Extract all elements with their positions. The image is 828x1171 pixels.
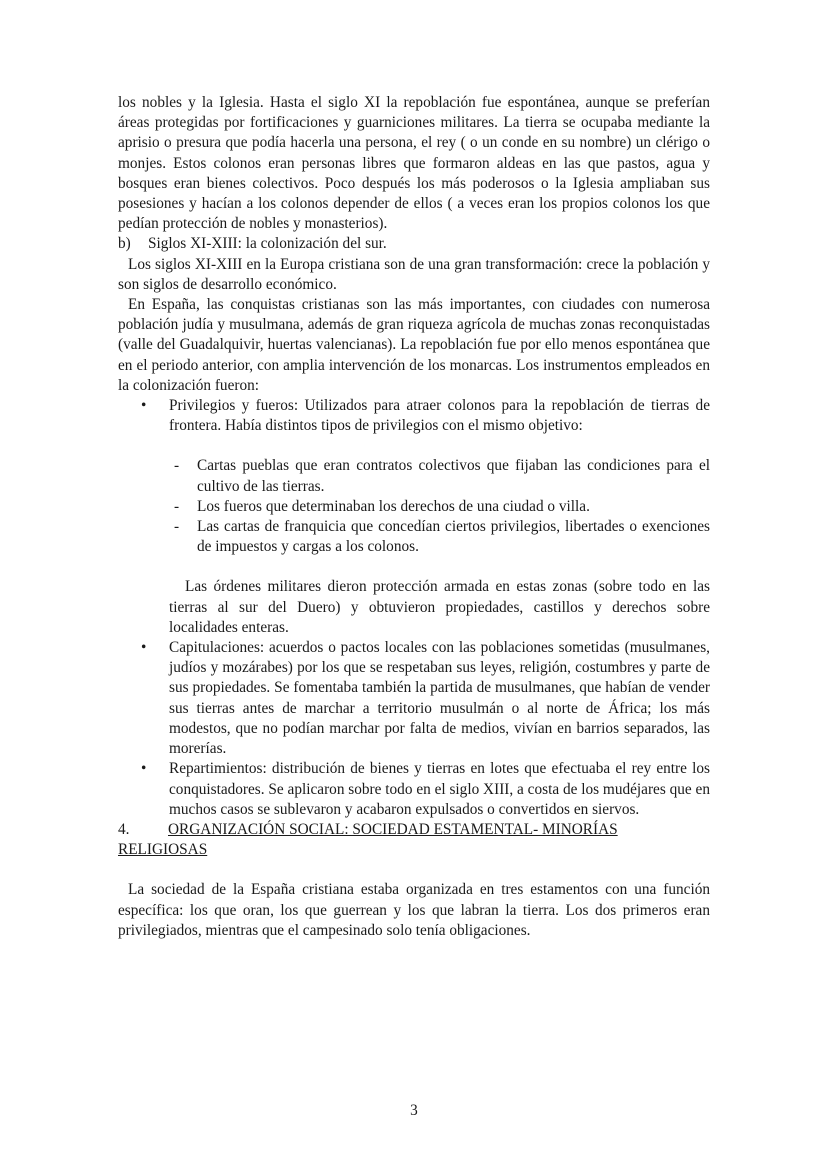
sublist-item-text: Las cartas de franquicia que concedían ciertos privilegios, libertades o exenciones de impuestos y cargas a los colonos. [197,518,710,556]
privileges-sublist [118,456,710,557]
list-item [118,638,710,759]
sublist-item [118,497,710,517]
sublist-item [118,517,710,557]
intro-paragraph: los nobles y la Iglesia. Hasta el siglo XI la repoblación fue espontánea, aunque se preferían áreas protegidas por fortificaciones y guarniciones militares. La tierra se ocupaba mediante la aprisio o presura que podía hacerla una persona, el rey ( o un conde en su nombre) un clérigo o monjes. Estos colonos eran personas libres que formaron aldeas en las que pastos, agua y bosques eran bienes colectivos. Poco después los más poderosos o la Iglesia ampliaban sus posesiones y hacían a los colonos depender de ellos ( a veces eran los propios colonos los que pedían protección de nobles y monasterios). [118,94,710,233]
subsection-b-marker: b) [118,235,131,253]
bullet-3-text: Repartimientos: distribución de bienes y tierras en lotes que efectuaba el rey entre los conquistadores. Se aplicaron sobre todo en el siglo XIII, a costa de los mudéjares que en muchos casos se sublevaron y acabaron expulsados o convertidos en siervos. [169,760,710,818]
dash-marker: - [174,457,180,475]
paragraph-3: La sociedad de la España cristiana estaba organizada en tres estamentos con una función específica: los que oran, los que guerrean y los que labran la tierra. Los dos primeros eran privilegiados, mientras que el campesinado solo tenía obligaciones. [118,881,710,939]
page-content [118,93,710,941]
colonization-instruments-list [118,396,710,820]
list-item [118,396,710,638]
sublist-item [118,456,710,496]
bullet-marker: • [141,639,147,657]
subsection-b-title: Siglos XI-XIII: la colonización del sur. [148,235,387,253]
bullet-marker: • [141,397,147,415]
bullet-marker: • [141,760,147,778]
section-4-heading [118,820,710,860]
dash-marker: - [174,497,180,515]
sublist-item-text: Los fueros que determinaban los derechos de una ciudad o villa. [197,497,590,515]
paragraph-1: Los siglos XI-XIII en la Europa cristiana son de una gran transformación: crece la población y son siglos de desarrollo económico. [118,255,710,293]
section-4-title-line1: ORGANIZACIÓN SOCIAL: SOCIEDAD ESTAMENTAL- MINORÍAS [168,820,618,838]
list-item [118,759,710,820]
bullet-1-text: Privilegios y fueros: Utilizados para atraer colonos para la repoblación de tierras de frontera. Había distintos tipos de privilegios con el mismo objetivo: [169,397,710,435]
military-orders-paragraph: Las órdenes militares dieron protección armada en estas zonas (sobre todo en las tierras al sur del Duero) y obtuvieron propiedades, castillos y derechos sobre localidades enteras. [169,578,710,636]
paragraph-2: En España, las conquistas cristianas son las más importantes, con ciudades con numerosa población judía y musulmana, además de gran riqueza agrícola de muchas zonas reconquistadas (valle del Guadalquivir, huertas valencianas). La repoblación fue por ello menos espontánea que en el periodo anterior, con amplia intervención de los monarcas. Los instrumentos empleados en la colonización fueron: [118,296,710,394]
page-number: 3 [410,1102,418,1119]
subsection-b-heading [118,234,710,254]
bullet-2-text: Capitulaciones: acuerdos o pactos locales con las poblaciones sometidas (musulmanes, judíos y mozárabes) por los que se respetaban sus leyes, religión, costumbres y parte de sus propiedades. Se fomentaba también la partida de musulmanes, que habían de vender sus tierras antes de marchar a territorio musulmán o al norte de África; los más modestos, que no podían marchar por falta de medios, vivían en barrios separados, las morerías. [169,639,710,758]
section-4-number: 4. [118,820,130,838]
dash-marker: - [174,518,180,536]
sublist-item-text: Cartas pueblas que eran contratos colectivos que fijaban las condiciones para el cultivo de las tierras. [197,457,710,495]
section-4-title-line2: RELIGIOSAS [118,841,208,859]
